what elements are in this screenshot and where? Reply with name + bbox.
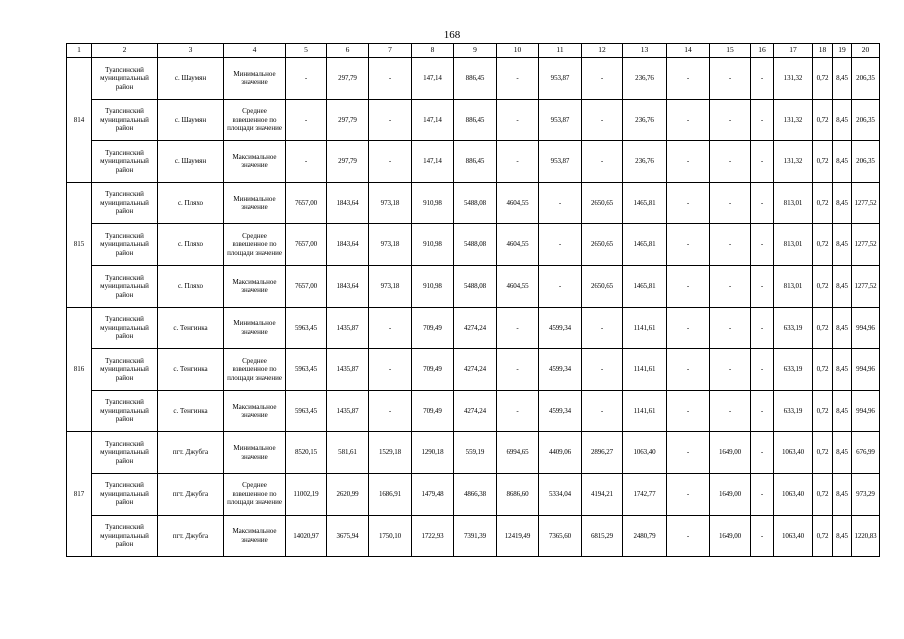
district-cell: Туапсинский муниципальный район <box>92 515 158 557</box>
value-cell: 709,49 <box>412 349 454 391</box>
value-cell: 8,45 <box>833 349 852 391</box>
value-cell: 147,14 <box>412 99 454 141</box>
value-cell: - <box>286 58 327 100</box>
value-type-cell: Максимальное значение <box>224 515 286 557</box>
value-cell: 8686,60 <box>497 473 539 515</box>
value-cell: 4604,55 <box>497 182 539 224</box>
value-cell: 5488,08 <box>454 182 497 224</box>
value-cell: 1435,87 <box>327 349 369 391</box>
value-cell: 5963,45 <box>286 390 327 432</box>
value-cell: 559,19 <box>454 432 497 474</box>
value-cell: 131,32 <box>774 58 813 100</box>
value-cell: - <box>539 182 582 224</box>
settlement-cell: с. Шаумян <box>158 58 224 100</box>
value-type-cell: Среднее взвешенное по площади значение <box>224 224 286 266</box>
value-cell: 2896,27 <box>582 432 623 474</box>
settlement-cell: пгт. Джубга <box>158 473 224 515</box>
header-row <box>67 44 880 58</box>
value-cell: - <box>369 99 412 141</box>
district-cell: Туапсинский муниципальный район <box>92 58 158 100</box>
table-row <box>67 473 880 515</box>
settlement-cell: пгт. Джубга <box>158 515 224 557</box>
value-cell: - <box>369 349 412 391</box>
value-cell: 1465,81 <box>623 224 667 266</box>
settlement-cell: с. Пляхо <box>158 224 224 266</box>
value-cell: 8,45 <box>833 515 852 557</box>
value-cell: 1742,77 <box>623 473 667 515</box>
value-cell: - <box>497 99 539 141</box>
district-cell: Туапсинский муниципальный район <box>92 432 158 474</box>
value-cell: 8,45 <box>833 432 852 474</box>
value-cell: 1465,81 <box>623 265 667 307</box>
value-cell: 4274,24 <box>454 390 497 432</box>
value-cell: 6994,65 <box>497 432 539 474</box>
column-header: 11 <box>539 44 582 58</box>
value-cell: 953,87 <box>539 141 582 183</box>
value-cell: 0,72 <box>813 99 833 141</box>
value-cell: - <box>710 265 751 307</box>
value-cell: - <box>582 390 623 432</box>
value-cell: - <box>497 141 539 183</box>
settlement-cell: с. Шаумян <box>158 99 224 141</box>
value-cell: 886,45 <box>454 58 497 100</box>
value-cell: - <box>710 224 751 266</box>
settlement-cell: с. Тенгинка <box>158 349 224 391</box>
value-cell: 8,45 <box>833 390 852 432</box>
value-cell: 8,45 <box>833 141 852 183</box>
value-cell: 131,32 <box>774 99 813 141</box>
value-cell: 953,87 <box>539 99 582 141</box>
value-cell: 1063,40 <box>774 473 813 515</box>
value-cell: 1843,64 <box>327 265 369 307</box>
value-cell: - <box>751 515 774 557</box>
value-cell: - <box>286 141 327 183</box>
value-cell: 0,72 <box>813 265 833 307</box>
value-cell: - <box>667 224 710 266</box>
column-header: 14 <box>667 44 710 58</box>
value-cell: - <box>582 307 623 349</box>
value-cell: 236,76 <box>623 141 667 183</box>
value-cell: 0,72 <box>813 473 833 515</box>
settlement-cell: с. Тенгинка <box>158 390 224 432</box>
value-cell: 7657,00 <box>286 265 327 307</box>
value-cell: 973,18 <box>369 265 412 307</box>
value-cell: 1290,18 <box>412 432 454 474</box>
value-cell: 1435,87 <box>327 390 369 432</box>
column-header: 13 <box>623 44 667 58</box>
table-row <box>67 432 880 474</box>
district-cell: Туапсинский муниципальный район <box>92 182 158 224</box>
value-cell: 8,45 <box>833 99 852 141</box>
column-header: 4 <box>224 44 286 58</box>
value-cell: - <box>751 182 774 224</box>
value-cell: - <box>369 307 412 349</box>
value-cell: - <box>497 349 539 391</box>
value-cell: - <box>710 141 751 183</box>
value-cell: 6815,29 <box>582 515 623 557</box>
value-cell: 4599,34 <box>539 307 582 349</box>
column-header: 18 <box>813 44 833 58</box>
value-cell: - <box>497 390 539 432</box>
value-cell: 581,61 <box>327 432 369 474</box>
value-cell: 7657,00 <box>286 182 327 224</box>
column-header: 16 <box>751 44 774 58</box>
value-cell: 4599,34 <box>539 390 582 432</box>
value-cell: 1722,93 <box>412 515 454 557</box>
value-cell: - <box>497 307 539 349</box>
value-cell: - <box>710 99 751 141</box>
value-cell: 0,72 <box>813 182 833 224</box>
district-cell: Туапсинский муниципальный район <box>92 99 158 141</box>
value-cell: 994,96 <box>852 349 880 391</box>
settlement-cell: с. Пляхо <box>158 265 224 307</box>
value-cell: 886,45 <box>454 99 497 141</box>
value-cell: 2650,65 <box>582 182 623 224</box>
value-cell: - <box>369 141 412 183</box>
value-type-cell: Минимальное значение <box>224 432 286 474</box>
table-row <box>67 390 880 432</box>
value-cell: - <box>667 473 710 515</box>
value-cell: 1649,00 <box>710 515 751 557</box>
value-cell: 1141,61 <box>623 307 667 349</box>
table-row <box>67 58 880 100</box>
value-cell: 994,96 <box>852 390 880 432</box>
value-cell: - <box>582 141 623 183</box>
value-cell: - <box>667 58 710 100</box>
value-cell: 910,98 <box>412 182 454 224</box>
value-cell: 1141,61 <box>623 349 667 391</box>
district-cell: Туапсинский муниципальный район <box>92 349 158 391</box>
value-cell: 676,99 <box>852 432 880 474</box>
value-cell: 206,35 <box>852 99 880 141</box>
value-cell: 2650,65 <box>582 265 623 307</box>
data-table <box>66 43 880 557</box>
value-cell: 5488,08 <box>454 265 497 307</box>
table-row <box>67 99 880 141</box>
value-type-cell: Минимальное значение <box>224 58 286 100</box>
value-cell: 1843,64 <box>327 224 369 266</box>
column-header: 20 <box>852 44 880 58</box>
value-cell: 1435,87 <box>327 307 369 349</box>
value-cell: 8,45 <box>833 265 852 307</box>
value-cell: 813,01 <box>774 182 813 224</box>
value-cell: 813,01 <box>774 265 813 307</box>
value-type-cell: Среднее взвешенное по площади значение <box>224 349 286 391</box>
column-header: 17 <box>774 44 813 58</box>
page-number: 168 <box>443 29 461 41</box>
value-cell: - <box>710 349 751 391</box>
value-cell: 5963,45 <box>286 349 327 391</box>
column-header: 6 <box>327 44 369 58</box>
value-cell: 709,49 <box>412 390 454 432</box>
value-cell: - <box>667 307 710 349</box>
district-cell: Туапсинский муниципальный район <box>92 265 158 307</box>
value-type-cell: Среднее взвешенное по площади значение <box>224 99 286 141</box>
value-cell: 1277,52 <box>852 224 880 266</box>
value-cell: 1649,00 <box>710 432 751 474</box>
value-cell: - <box>751 58 774 100</box>
row-number-cell: 817 <box>67 432 92 557</box>
value-cell: 236,76 <box>623 58 667 100</box>
value-cell: 994,96 <box>852 307 880 349</box>
value-cell: 131,32 <box>774 141 813 183</box>
column-header: 19 <box>833 44 852 58</box>
value-cell: 8,45 <box>833 224 852 266</box>
value-cell: 886,45 <box>454 141 497 183</box>
value-cell: 953,87 <box>539 58 582 100</box>
district-cell: Туапсинский муниципальный район <box>92 390 158 432</box>
value-cell: 2650,65 <box>582 224 623 266</box>
district-cell: Туапсинский муниципальный район <box>92 307 158 349</box>
value-cell: 973,18 <box>369 224 412 266</box>
value-type-cell: Среднее взвешенное по площади значение <box>224 473 286 515</box>
value-cell: 1063,40 <box>774 515 813 557</box>
column-header: 15 <box>710 44 751 58</box>
value-cell: 1686,91 <box>369 473 412 515</box>
value-cell: 4409,06 <box>539 432 582 474</box>
table-row <box>67 182 880 224</box>
value-cell: 0,72 <box>813 58 833 100</box>
value-cell: - <box>539 265 582 307</box>
value-cell: 633,19 <box>774 349 813 391</box>
value-cell: 0,72 <box>813 515 833 557</box>
value-cell: 1750,10 <box>369 515 412 557</box>
value-type-cell: Минимальное значение <box>224 182 286 224</box>
value-cell: - <box>751 390 774 432</box>
value-cell: - <box>751 307 774 349</box>
value-cell: 813,01 <box>774 224 813 266</box>
value-cell: 1063,40 <box>623 432 667 474</box>
value-cell: - <box>582 99 623 141</box>
value-cell: - <box>667 99 710 141</box>
value-cell: 910,98 <box>412 224 454 266</box>
value-cell: 1277,52 <box>852 182 880 224</box>
value-cell: 8,45 <box>833 58 852 100</box>
value-cell: 7391,39 <box>454 515 497 557</box>
value-cell: - <box>369 390 412 432</box>
table-row <box>67 515 880 557</box>
district-cell: Туапсинский муниципальный район <box>92 224 158 266</box>
value-cell: 1277,52 <box>852 265 880 307</box>
value-cell: - <box>667 432 710 474</box>
value-cell: - <box>539 224 582 266</box>
value-cell: - <box>582 349 623 391</box>
value-cell: 0,72 <box>813 390 833 432</box>
value-cell: 7657,00 <box>286 224 327 266</box>
value-cell: 4866,38 <box>454 473 497 515</box>
value-cell: 5963,45 <box>286 307 327 349</box>
value-cell: 147,14 <box>412 58 454 100</box>
value-cell: - <box>582 58 623 100</box>
value-cell: 147,14 <box>412 141 454 183</box>
value-cell: - <box>751 265 774 307</box>
value-cell: - <box>751 224 774 266</box>
value-cell: 3675,94 <box>327 515 369 557</box>
value-cell: 206,35 <box>852 141 880 183</box>
value-cell: 0,72 <box>813 432 833 474</box>
value-cell: 297,79 <box>327 141 369 183</box>
value-cell: - <box>710 307 751 349</box>
value-cell: - <box>667 349 710 391</box>
value-cell: 8,45 <box>833 307 852 349</box>
value-cell: 297,79 <box>327 58 369 100</box>
value-cell: - <box>286 99 327 141</box>
value-cell: 7365,60 <box>539 515 582 557</box>
column-header: 2 <box>92 44 158 58</box>
value-cell: 4274,24 <box>454 349 497 391</box>
value-cell: 8,45 <box>833 182 852 224</box>
value-cell: 236,76 <box>623 99 667 141</box>
settlement-cell: с. Тенгинка <box>158 307 224 349</box>
table-row <box>67 349 880 391</box>
settlement-cell: с. Пляхо <box>158 182 224 224</box>
value-cell: 4604,55 <box>497 265 539 307</box>
value-cell: 910,98 <box>412 265 454 307</box>
value-cell: 5334,04 <box>539 473 582 515</box>
column-header: 10 <box>497 44 539 58</box>
value-cell: - <box>751 349 774 391</box>
value-cell: 709,49 <box>412 307 454 349</box>
value-cell: - <box>667 141 710 183</box>
value-cell: 4604,55 <box>497 224 539 266</box>
table-row <box>67 224 880 266</box>
value-cell: 4599,34 <box>539 349 582 391</box>
table-row <box>67 141 880 183</box>
settlement-cell: пгт. Джубга <box>158 432 224 474</box>
value-type-cell: Максимальное значение <box>224 390 286 432</box>
value-cell: - <box>751 432 774 474</box>
column-header: 8 <box>412 44 454 58</box>
value-cell: 973,29 <box>852 473 880 515</box>
column-header: 9 <box>454 44 497 58</box>
value-cell: - <box>710 390 751 432</box>
value-cell: 1063,40 <box>774 432 813 474</box>
value-type-cell: Минимальное значение <box>224 307 286 349</box>
value-cell: 1843,64 <box>327 182 369 224</box>
value-cell: 297,79 <box>327 99 369 141</box>
value-type-cell: Максимальное значение <box>224 141 286 183</box>
value-cell: 206,35 <box>852 58 880 100</box>
column-header: 5 <box>286 44 327 58</box>
value-cell: 8,45 <box>833 473 852 515</box>
value-cell: 12419,49 <box>497 515 539 557</box>
table-body <box>67 58 880 557</box>
value-cell: 1479,48 <box>412 473 454 515</box>
value-cell: - <box>667 265 710 307</box>
table-row <box>67 265 880 307</box>
value-cell: 1465,81 <box>623 182 667 224</box>
column-header: 1 <box>67 44 92 58</box>
value-type-cell: Максимальное значение <box>224 265 286 307</box>
row-number-cell: 814 <box>67 58 92 183</box>
column-header: 3 <box>158 44 224 58</box>
value-cell: 2480,79 <box>623 515 667 557</box>
value-cell: 973,18 <box>369 182 412 224</box>
row-number-cell: 816 <box>67 307 92 432</box>
value-cell: - <box>710 58 751 100</box>
value-cell: 0,72 <box>813 224 833 266</box>
value-cell: - <box>667 390 710 432</box>
value-cell: 0,72 <box>813 349 833 391</box>
value-cell: 633,19 <box>774 307 813 349</box>
value-cell: 8520,15 <box>286 432 327 474</box>
value-cell: - <box>497 58 539 100</box>
value-cell: 1220,83 <box>852 515 880 557</box>
value-cell: 633,19 <box>774 390 813 432</box>
value-cell: 1529,18 <box>369 432 412 474</box>
value-cell: 1649,00 <box>710 473 751 515</box>
column-header: 7 <box>369 44 412 58</box>
value-cell: - <box>710 182 751 224</box>
settlement-cell: с. Шаумян <box>158 141 224 183</box>
value-cell: - <box>667 515 710 557</box>
value-cell: - <box>751 473 774 515</box>
value-cell: 5488,08 <box>454 224 497 266</box>
value-cell: 14020,97 <box>286 515 327 557</box>
value-cell: - <box>751 141 774 183</box>
value-cell: 2620,99 <box>327 473 369 515</box>
value-cell: - <box>751 99 774 141</box>
value-cell: 0,72 <box>813 141 833 183</box>
value-cell: 4194,21 <box>582 473 623 515</box>
value-cell: - <box>667 182 710 224</box>
district-cell: Туапсинский муниципальный район <box>92 473 158 515</box>
value-cell: - <box>369 58 412 100</box>
value-cell: 4274,24 <box>454 307 497 349</box>
row-number-cell: 815 <box>67 182 92 307</box>
value-cell: 1141,61 <box>623 390 667 432</box>
column-header: 12 <box>582 44 623 58</box>
table-row <box>67 307 880 349</box>
value-cell: 11002,19 <box>286 473 327 515</box>
value-cell: 0,72 <box>813 307 833 349</box>
district-cell: Туапсинский муниципальный район <box>92 141 158 183</box>
